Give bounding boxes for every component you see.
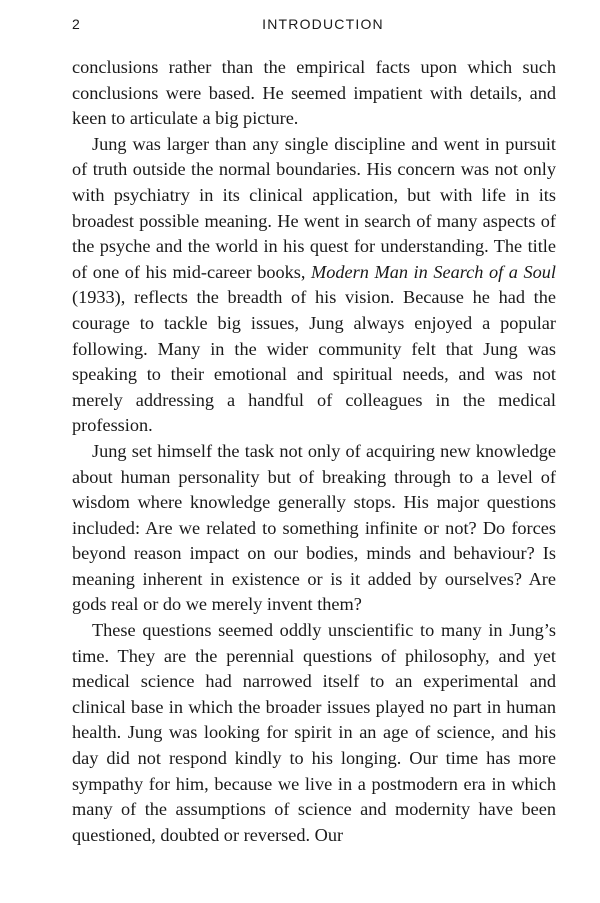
page-number: 2: [72, 16, 81, 32]
paragraph-2-part-2: (1933), reflects the breadth of his vision. Because he had the courage to tackle big issues, Jung always enjoyed a popular following. Many in the wider community felt that Jung was speaking to their emotional and spiritual needs, and was not merely addressing a handful of colleagues in the medical profession.: [72, 287, 556, 436]
body-text: [72, 55, 556, 848]
paragraph-4: These questions seemed oddly unscientific to many in Jung’s time. They are the perennial questions of philosophy, and yet medical science had narrowed itself to an experimental and clinical base in which the broader issues played no part in human health. Jung was looking for spirit in an age of science, and his day did not respond kindly to his longing. Our time has more sympathy for him, because we live in a postmodern era in which many of the assumptions of science and modernity have been questioned, doubted or reversed. Our: [72, 620, 556, 845]
book-title: Modern Man in Search of a Soul: [311, 261, 556, 282]
paragraph-2-part-1: Jung was larger than any single discipline and went in pursuit of truth outside the normal boundaries. His concern was not only with psychiatry in its clinical application, but with life in its broadest possible meaning. He went in search of many aspects of the psyche and the world in his quest for understanding. The title of one of his mid-career books,: [72, 133, 556, 282]
running-title: INTRODUCTION: [262, 16, 384, 32]
paragraph-3: Jung set himself the task not only of acquiring new knowledge about human personality but of breaking through to a level of wisdom where knowledge generally stops. His major questions included: Are we related to something infinite or not? Do forces beyond reason impact on our bodies, minds and behaviour? Is meaning inherent in existence or is it added by ourselves? Are gods real or do we merely invent them?: [72, 440, 556, 615]
running-head: [72, 16, 556, 38]
paragraph-2: [72, 132, 556, 439]
paragraph-1: conclusions rather than the empirical facts upon which such conclusions were based. He seemed impatient with details, and keen to articulate a big picture.: [72, 57, 556, 129]
